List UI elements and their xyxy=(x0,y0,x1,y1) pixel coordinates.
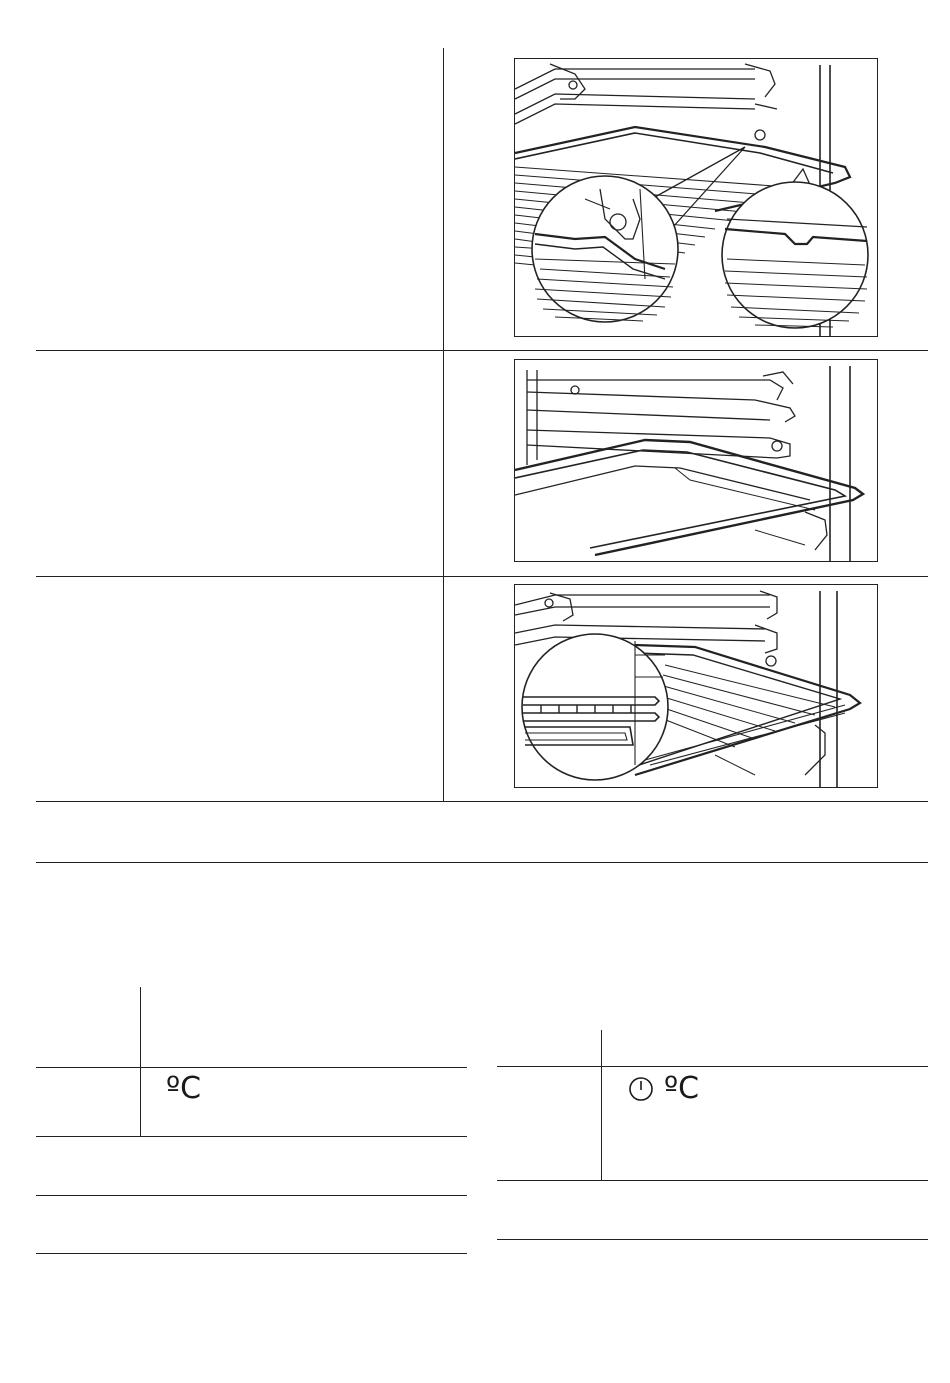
left-table-temperature-symbol: ºC xyxy=(166,1071,202,1106)
table-row-divider-4 xyxy=(36,862,928,863)
table-column-divider xyxy=(443,48,444,801)
left-table-column-divider xyxy=(140,987,141,1136)
right-table-header-rule xyxy=(497,1066,928,1067)
table-row-divider-1 xyxy=(36,350,928,351)
baking-tray-insertion-illustration xyxy=(514,359,878,562)
left-table-header-rule xyxy=(36,1067,467,1068)
right-table-temperature-symbol: ºC xyxy=(664,1071,700,1106)
right-table-row-rule-2 xyxy=(497,1239,928,1240)
table-row-divider-3 xyxy=(36,801,928,802)
right-table-column-divider xyxy=(601,1030,602,1180)
left-table-row-rule-3 xyxy=(36,1253,467,1254)
left-table-row-rule-1 xyxy=(36,1136,467,1137)
right-table-row-rule-1 xyxy=(497,1180,928,1181)
deep-pan-with-shelf-insertion-illustration xyxy=(514,584,878,788)
left-table-row-rule-2 xyxy=(36,1195,467,1196)
table-row-divider-2 xyxy=(36,576,928,577)
wire-shelf-insertion-illustration xyxy=(514,58,878,337)
clock-icon xyxy=(628,1076,654,1102)
